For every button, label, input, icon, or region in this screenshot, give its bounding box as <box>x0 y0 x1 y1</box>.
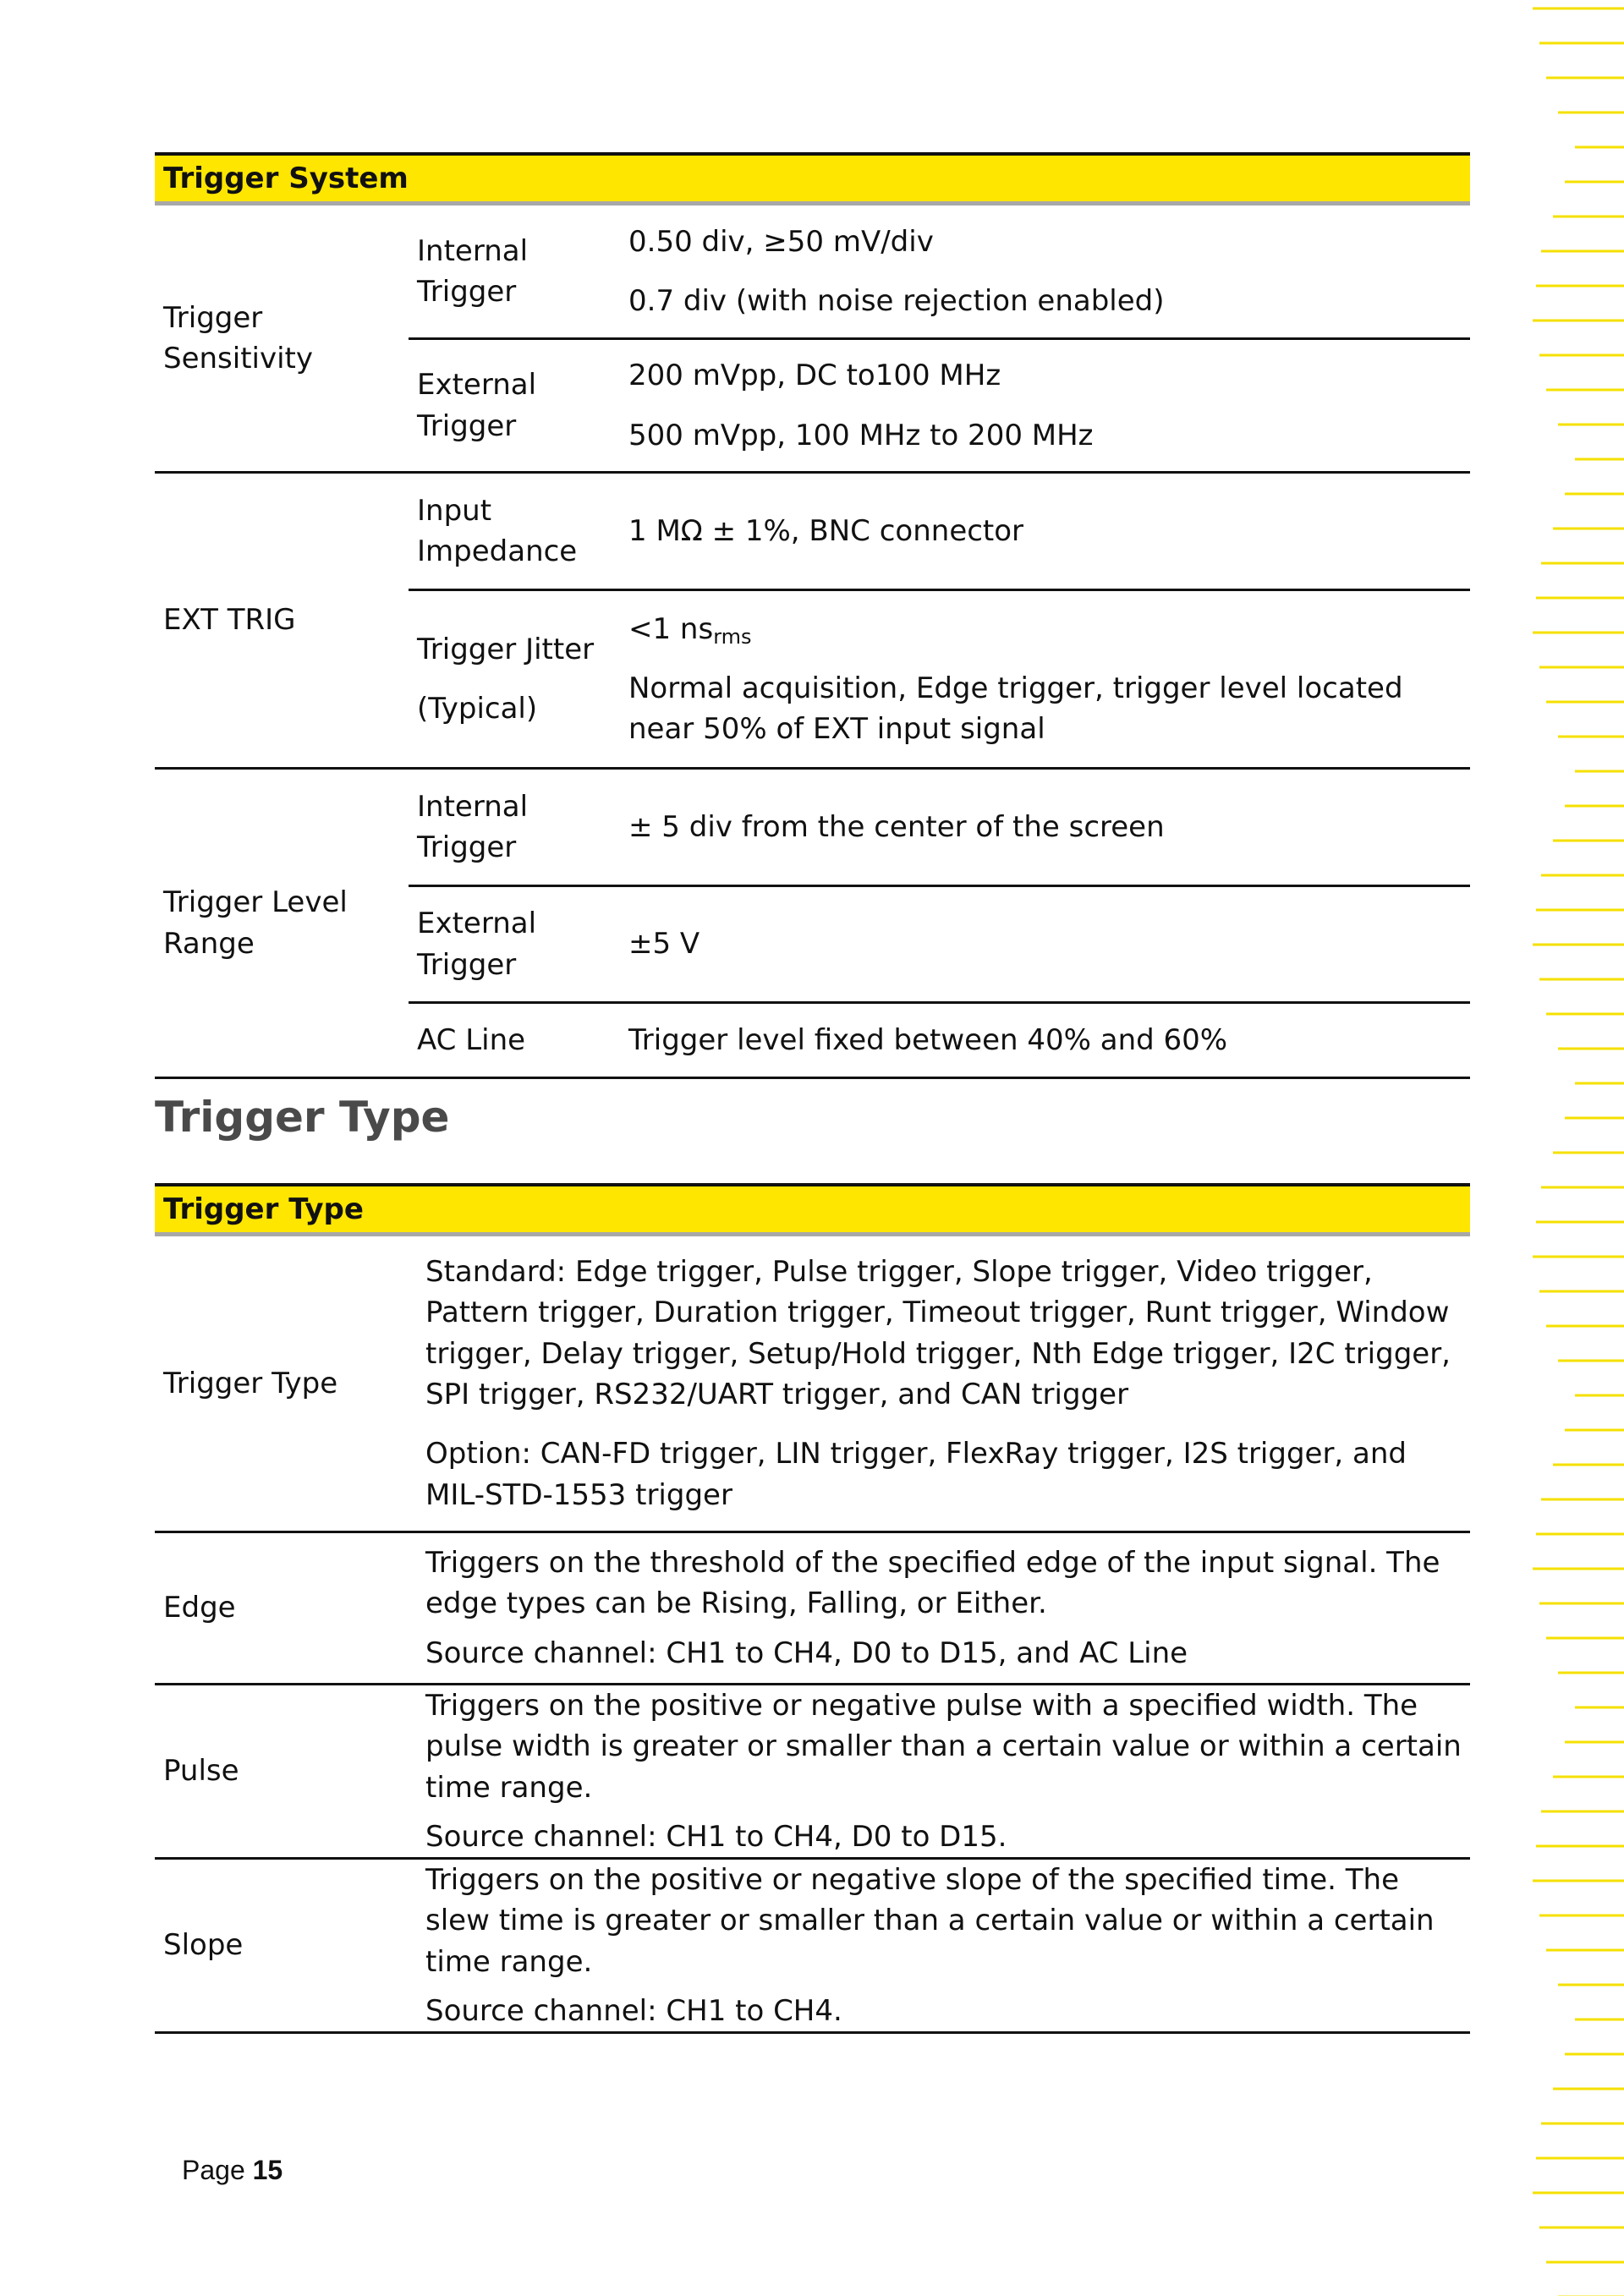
trigger-system-header: Trigger System <box>155 154 1470 204</box>
trigger-type-header: Trigger Type <box>155 1185 1470 1235</box>
level-external-value: ±5 V <box>620 886 1470 1003</box>
row-label-edge: Edge <box>155 1532 417 1685</box>
row-label-slope: Slope <box>155 1859 417 2033</box>
input-impedance-value: 1 MΩ ± 1%, BNC connector <box>620 473 1470 590</box>
input-impedance-label: Input Impedance <box>409 473 620 590</box>
row-label-pulse: Pulse <box>155 1685 417 1859</box>
section-title: Trigger Type <box>155 1093 450 1142</box>
trigger-level-range-label: Trigger Level Range <box>155 769 409 1078</box>
trigger-system-table <box>155 152 1470 1079</box>
ext-trig-label: EXT TRIG <box>155 473 409 769</box>
decorative-stripes <box>1522 0 1624 2296</box>
internal-trigger-label: Internal Trigger <box>409 204 620 339</box>
row-values-slope: Triggers on the positive or negative slope of the specified time. The slew time is greater or smaller than a certain value or within a certain time range. Source channel: CH1 to CH4. <box>417 1859 1470 2033</box>
level-ac-line-value: Trigger level fixed between 40% and 60% <box>620 1003 1470 1078</box>
row-values-edge: Triggers on the threshold of the specified edge of the input signal. The edge types can be Rising, Falling, or Either. Source channel: CH1 to CH4, D0 to D15, and AC Line <box>417 1532 1470 1685</box>
trigger-jitter-label: Trigger Jitter (Typical) <box>409 590 620 769</box>
internal-trigger-values: 0.50 div, ≥50 mV/div 0.7 div (with noise rejection enabled) <box>620 204 1470 339</box>
row-values-pulse: Triggers on the positive or negative pulse with a specified width. The pulse width is greater or smaller than a certain value or within a certain time range. Source channel: CH1 to CH4, D0 to D15. <box>417 1685 1470 1859</box>
level-internal-value: ± 5 div from the center of the screen <box>620 769 1470 886</box>
row-label-trigger-type: Trigger Type <box>155 1235 417 1532</box>
page-label: Page <box>182 2155 245 2185</box>
trigger-type-table <box>155 1183 1470 2034</box>
page-footer <box>182 2155 283 2186</box>
level-ac-line-label: AC Line <box>409 1003 620 1078</box>
page-number: 15 <box>252 2155 283 2185</box>
level-internal-label: Internal Trigger <box>409 769 620 886</box>
row-values-trigger-type: Standard: Edge trigger, Pulse trigger, Slope trigger, Video trigger, Pattern trigger, Duration trigger, Timeout trigger, Runt trigger, Window trigger, Delay trigger, Setup/Hold trigger, Nth Edge trigger, I2C trigger, SPI trigger, RS232/UART trigger, and CAN trigger Option: CAN-FD trigger, LIN trigger, FlexRay trigger, I2S trigger, and MIL-STD-1553 trigger <box>417 1235 1470 1532</box>
trigger-sensitivity-label: Trigger Sensitivity <box>155 204 409 473</box>
external-trigger-label: External Trigger <box>409 339 620 473</box>
level-external-label: External Trigger <box>409 886 620 1003</box>
external-trigger-values: 200 mVpp, DC to100 MHz 500 mVpp, 100 MHz to 200 MHz <box>620 339 1470 473</box>
trigger-jitter-values: <1 $ns_{rms}$ Normal acquisition, Edge trigger, trigger level located near 50% of EXT input signal <box>620 590 1470 769</box>
